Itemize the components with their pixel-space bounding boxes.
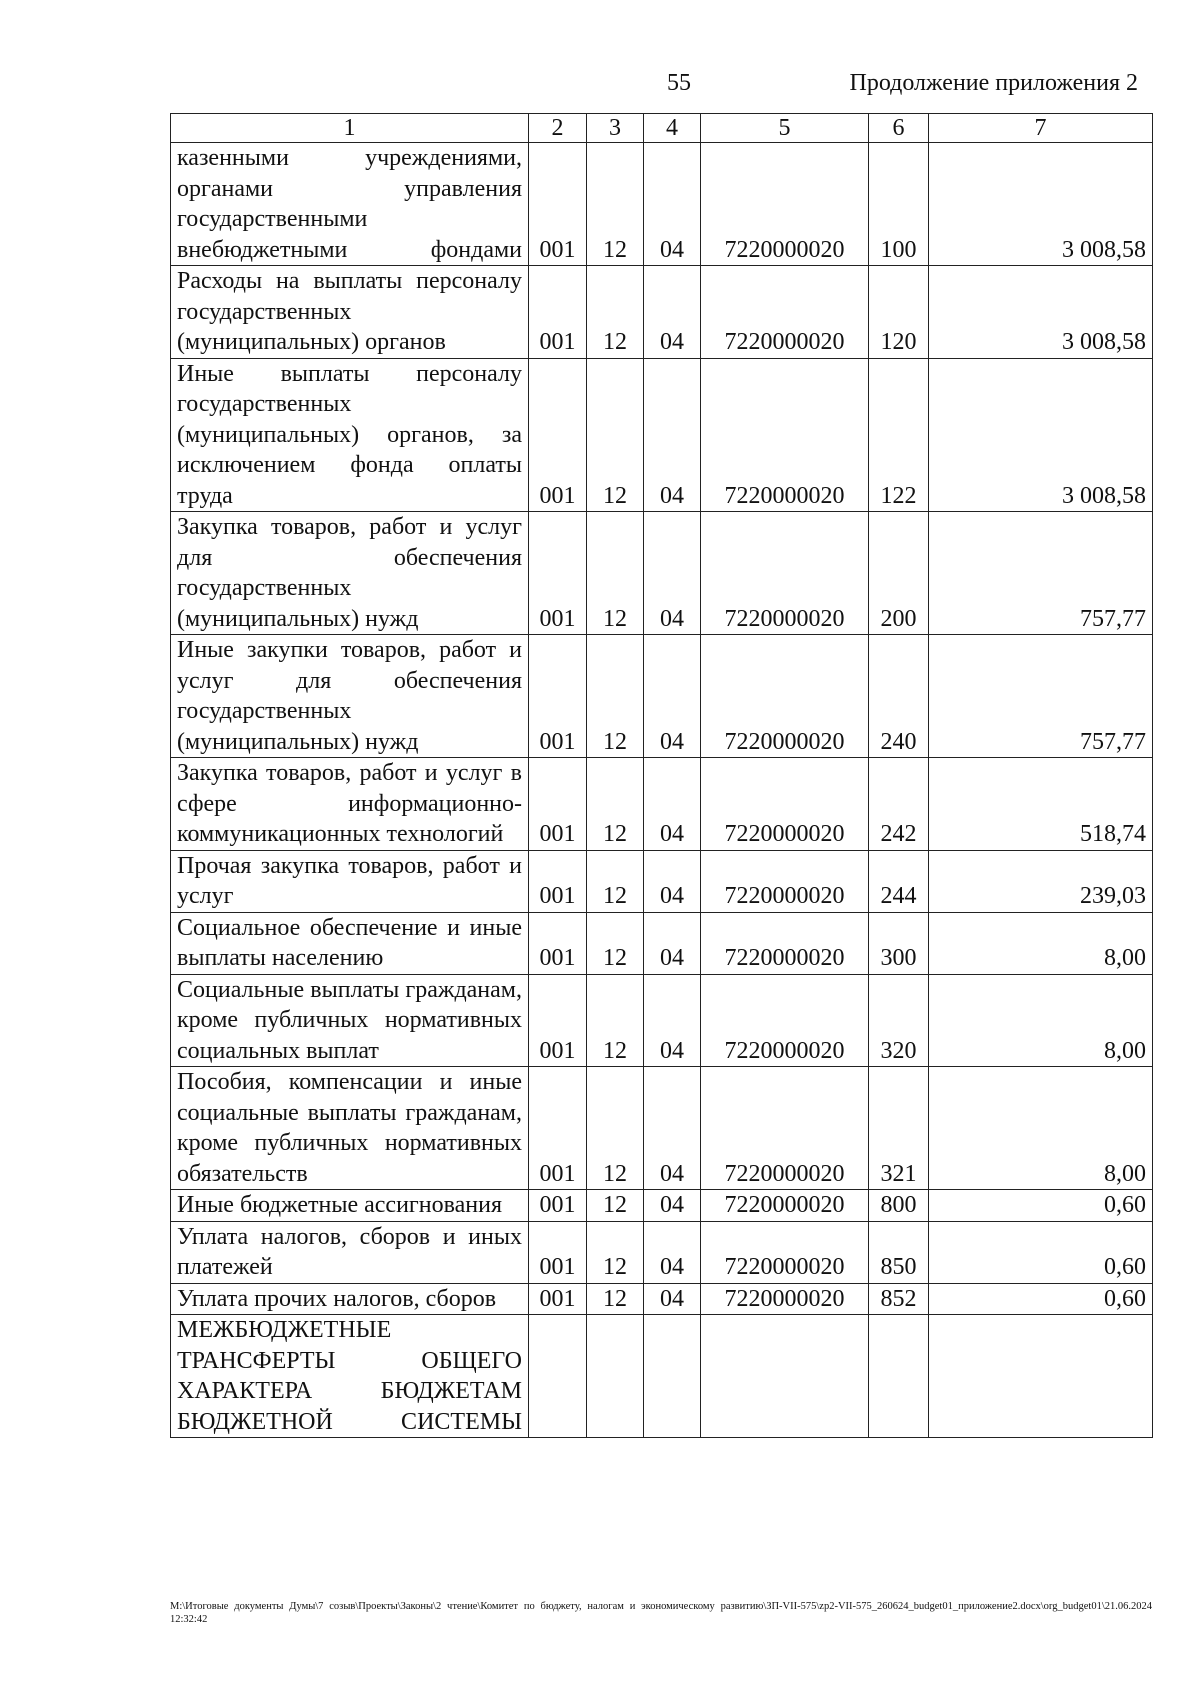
cell-col5: 7220000020 bbox=[701, 1190, 869, 1222]
cell-col2: 001 bbox=[529, 512, 587, 635]
cell-col7: 8,00 bbox=[929, 912, 1153, 974]
cell-col3: 12 bbox=[587, 850, 644, 912]
row-name: казенными учреждениями, органами управления государственными внебюджетными фондами bbox=[171, 143, 529, 266]
budget-table bbox=[170, 113, 1153, 1438]
cell-col6: 850 bbox=[869, 1221, 929, 1283]
cell-col4: 04 bbox=[644, 358, 701, 512]
cell-col2: 001 bbox=[529, 635, 587, 758]
row-name: Иные выплаты персоналу государственных (муниципальных) органов, за исключением фонда оплаты труда bbox=[171, 358, 529, 512]
table-row bbox=[171, 1221, 1153, 1283]
row-name: Уплата прочих налогов, сборов bbox=[171, 1283, 529, 1315]
cell-col6: 100 bbox=[869, 143, 929, 266]
cell-col2: 001 bbox=[529, 912, 587, 974]
cell-col7: 3 008,58 bbox=[929, 143, 1153, 266]
table-row bbox=[171, 1315, 1153, 1438]
column-header: 5 bbox=[701, 114, 869, 143]
table-row bbox=[171, 512, 1153, 635]
cell-col7 bbox=[929, 1315, 1153, 1438]
cell-col5: 7220000020 bbox=[701, 143, 869, 266]
cell-col5: 7220000020 bbox=[701, 1221, 869, 1283]
column-header: 4 bbox=[644, 114, 701, 143]
cell-col3: 12 bbox=[587, 1221, 644, 1283]
cell-col2: 001 bbox=[529, 358, 587, 512]
cell-col6: 800 bbox=[869, 1190, 929, 1222]
column-header: 1 bbox=[171, 114, 529, 143]
cell-col7: 8,00 bbox=[929, 974, 1153, 1067]
cell-col5: 7220000020 bbox=[701, 635, 869, 758]
column-header: 3 bbox=[587, 114, 644, 143]
column-header: 7 bbox=[929, 114, 1153, 143]
cell-col5: 7220000020 bbox=[701, 358, 869, 512]
cell-col4: 04 bbox=[644, 1283, 701, 1315]
row-name: Закупка товаров, работ и услуг в сфере информационно-коммуникационных технологий bbox=[171, 758, 529, 851]
cell-col4 bbox=[644, 1315, 701, 1438]
cell-col6: 321 bbox=[869, 1067, 929, 1190]
cell-col2: 001 bbox=[529, 1190, 587, 1222]
row-name: Закупка товаров, работ и услуг для обеспечения государственных (муниципальных) нужд bbox=[171, 512, 529, 635]
row-name: МЕЖБЮДЖЕТНЫЕ ТРАНСФЕРТЫ ОБЩЕГО ХАРАКТЕРА БЮДЖЕТАМ БЮДЖЕТНОЙ СИСТЕМЫ bbox=[171, 1315, 529, 1438]
cell-col5: 7220000020 bbox=[701, 1283, 869, 1315]
cell-col7: 0,60 bbox=[929, 1283, 1153, 1315]
table-row bbox=[171, 266, 1153, 359]
cell-col3: 12 bbox=[587, 1067, 644, 1190]
row-name: Социальное обеспечение и иные выплаты населению bbox=[171, 912, 529, 974]
cell-col4: 04 bbox=[644, 1221, 701, 1283]
row-name: Пособия, компенсации и иные социальные выплаты гражданам, кроме публичных нормативных обязательств bbox=[171, 1067, 529, 1190]
cell-col4: 04 bbox=[644, 266, 701, 359]
cell-col3: 12 bbox=[587, 635, 644, 758]
cell-col3: 12 bbox=[587, 1190, 644, 1222]
table-row bbox=[171, 974, 1153, 1067]
table-row bbox=[171, 143, 1153, 266]
cell-col4: 04 bbox=[644, 758, 701, 851]
cell-col7: 0,60 bbox=[929, 1221, 1153, 1283]
cell-col3 bbox=[587, 1315, 644, 1438]
cell-col6: 200 bbox=[869, 512, 929, 635]
row-name: Социальные выплаты гражданам, кроме публичных нормативных социальных выплат bbox=[171, 974, 529, 1067]
cell-col5: 7220000020 bbox=[701, 266, 869, 359]
cell-col7: 239,03 bbox=[929, 850, 1153, 912]
cell-col6: 242 bbox=[869, 758, 929, 851]
cell-col2: 001 bbox=[529, 974, 587, 1067]
cell-col5: 7220000020 bbox=[701, 1067, 869, 1190]
cell-col4: 04 bbox=[644, 1067, 701, 1190]
cell-col2: 001 bbox=[529, 1283, 587, 1315]
cell-col4: 04 bbox=[644, 974, 701, 1067]
cell-col2: 001 bbox=[529, 1221, 587, 1283]
cell-col5: 7220000020 bbox=[701, 512, 869, 635]
continuation-label: Продолжение приложения 2 bbox=[849, 70, 1138, 96]
cell-col6: 320 bbox=[869, 974, 929, 1067]
cell-col2: 001 bbox=[529, 1067, 587, 1190]
cell-col2: 001 bbox=[529, 758, 587, 851]
cell-col3: 12 bbox=[587, 758, 644, 851]
cell-col4: 04 bbox=[644, 635, 701, 758]
cell-col7: 3 008,58 bbox=[929, 266, 1153, 359]
table-row bbox=[171, 358, 1153, 512]
cell-col5: 7220000020 bbox=[701, 912, 869, 974]
cell-col6 bbox=[869, 1315, 929, 1438]
row-name: Уплата налогов, сборов и иных платежей bbox=[171, 1221, 529, 1283]
cell-col6: 122 bbox=[869, 358, 929, 512]
cell-col6: 300 bbox=[869, 912, 929, 974]
table-row bbox=[171, 912, 1153, 974]
cell-col3: 12 bbox=[587, 912, 644, 974]
cell-col2: 001 bbox=[529, 143, 587, 266]
file-path-footer: M:\Итоговые документы Думы\7 созыв\Проекты\Законы\2 чтение\Комитет по бюджету, налогам и экономическому развитию\ЗП-VII-575\zp2-VII-575_260624_budget01_приложение2.docx\org_budget01\21.06.2024 12:32:42 bbox=[170, 1601, 1152, 1625]
cell-col6: 852 bbox=[869, 1283, 929, 1315]
cell-col7: 757,77 bbox=[929, 512, 1153, 635]
table-row bbox=[171, 850, 1153, 912]
cell-col5: 7220000020 bbox=[701, 974, 869, 1067]
cell-col4: 04 bbox=[644, 512, 701, 635]
cell-col2: 001 bbox=[529, 266, 587, 359]
table-row bbox=[171, 758, 1153, 851]
table-row bbox=[171, 1067, 1153, 1190]
cell-col7: 3 008,58 bbox=[929, 358, 1153, 512]
column-header: 6 bbox=[869, 114, 929, 143]
cell-col2 bbox=[529, 1315, 587, 1438]
cell-col6: 240 bbox=[869, 635, 929, 758]
cell-col3: 12 bbox=[587, 143, 644, 266]
cell-col5: 7220000020 bbox=[701, 850, 869, 912]
cell-col4: 04 bbox=[644, 143, 701, 266]
cell-col7: 757,77 bbox=[929, 635, 1153, 758]
cell-col6: 244 bbox=[869, 850, 929, 912]
cell-col4: 04 bbox=[644, 850, 701, 912]
row-name: Расходы на выплаты персоналу государственных (муниципальных) органов bbox=[171, 266, 529, 359]
column-header: 2 bbox=[529, 114, 587, 143]
cell-col6: 120 bbox=[869, 266, 929, 359]
cell-col3: 12 bbox=[587, 512, 644, 635]
cell-col7: 518,74 bbox=[929, 758, 1153, 851]
cell-col5: 7220000020 bbox=[701, 758, 869, 851]
cell-col3: 12 bbox=[587, 358, 644, 512]
table-row bbox=[171, 1283, 1153, 1315]
cell-col2: 001 bbox=[529, 850, 587, 912]
cell-col3: 12 bbox=[587, 1283, 644, 1315]
row-name: Иные закупки товаров, работ и услуг для обеспечения государственных (муниципальных) нужд bbox=[171, 635, 529, 758]
cell-col4: 04 bbox=[644, 1190, 701, 1222]
cell-col3: 12 bbox=[587, 266, 644, 359]
cell-col4: 04 bbox=[644, 912, 701, 974]
row-name: Прочая закупка товаров, работ и услуг bbox=[171, 850, 529, 912]
row-name: Иные бюджетные ассигнования bbox=[171, 1190, 529, 1222]
table-row bbox=[171, 635, 1153, 758]
cell-col3: 12 bbox=[587, 974, 644, 1067]
table-row bbox=[171, 1190, 1153, 1222]
cell-col5 bbox=[701, 1315, 869, 1438]
cell-col7: 0,60 bbox=[929, 1190, 1153, 1222]
header-row bbox=[171, 114, 1153, 143]
page-number: 55 bbox=[667, 70, 691, 96]
cell-col7: 8,00 bbox=[929, 1067, 1153, 1190]
